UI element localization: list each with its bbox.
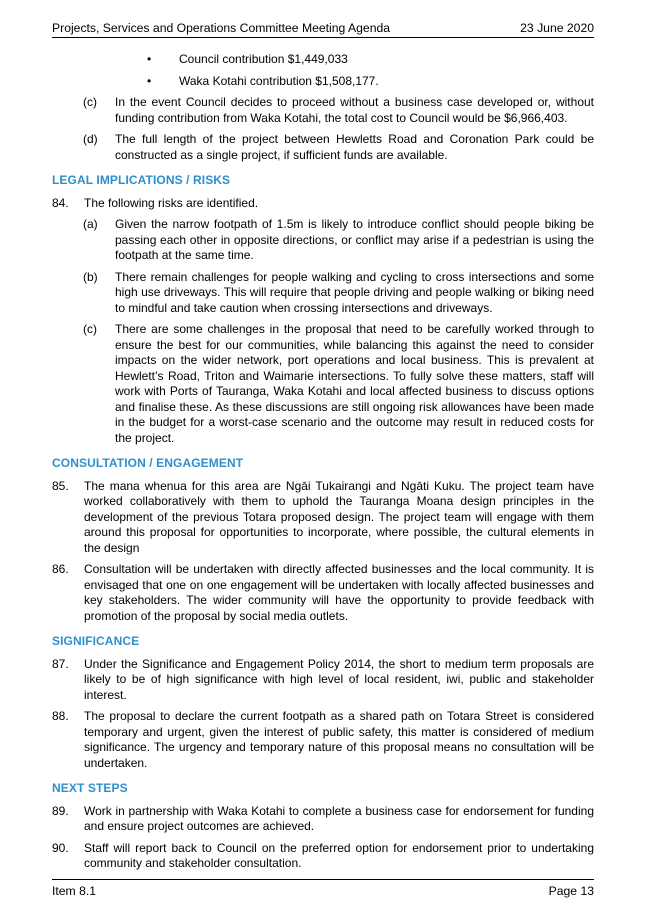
bullet-item [52,52,594,68]
sub-text: There remain challenges for people walking and cycling to cross intersections and some high use driveways. This will require that people driving and people walking or biking need to mindful and take caution when crossing intersections and driveways. [115,269,594,315]
numbered-paragraph [52,841,594,872]
paragraph-text: The mana whenua for this area are Ngāi Tukairangi and Ngāti Kuku. The project team have worked collaboratively with them to uphold the Tauranga Moana design principles in the development of the previous Totara proposed design. The project team will engage with them around this proposal for opportunities to incorporate, where possible, the cultural elements in the design [84,478,594,555]
bullet-icon: • [147,52,152,66]
paragraph-text: The following risks are identified. [84,195,259,210]
sub-label: (c) [83,322,97,336]
paragraph-number: 86. [52,562,69,576]
bullet-item [52,74,594,90]
numbered-paragraph [52,804,594,835]
paragraph-number: 89. [52,803,69,818]
page-header [52,21,594,35]
paragraph-number: 85. [52,478,69,493]
sub-paragraph [52,95,594,126]
numbered-paragraph [52,562,594,624]
header-rule [52,37,594,38]
paragraph-number: 87. [52,656,69,671]
paragraph-number: 88. [52,709,69,723]
paragraph-text: Staff will report back to Council on the preferred option for endorsement prior to undertaking community and stakeholder consultation. [84,840,594,870]
sub-paragraph [52,132,594,163]
paragraph-number: 90. [52,840,69,855]
sub-text: The full length of the project between Hewletts Road and Coronation Park could be constructed as a single project, if sufficient funds are available. [115,132,594,162]
paragraph-text: Consultation will be undertaken with directly affected businesses and the local community. It is envisaged that one on one engagement will be undertaken with locally affected businesses and key stakeholders. The wider community will have the opportunity to provide feedback with promotion of the proposal by social media outlets. [84,562,594,623]
sub-label: (d) [83,132,98,146]
paragraph-number: 84. [52,195,69,210]
paragraph-text: The proposal to declare the current footpath as a shared path on Totara Street is considered temporary and urgent, given the interest of public safety, this matter is considered of medium significance. The urgency and temporary nature of this proposal means no consultation will be undertaken. [84,709,594,770]
sub-label: (b) [83,269,98,284]
numbered-paragraph [52,657,594,704]
page-footer [52,884,594,898]
paragraph-text: Under the Significance and Engagement Policy 2014, the short to medium term proposals are likely to be of high significance with high level of local resident, iwi, public and stakeholder interest. [84,656,594,702]
bullet-text: Waka Kotahi contribution $1,508,177. [179,73,379,88]
sub-text: Given the narrow footpath of 1.5m is likely to introduce conflict should people biking be passing each other in opposite directions, or conflict may arise if a pedestrian is using the footpath at the same time. [115,217,594,262]
sub-paragraph [52,217,594,264]
section-heading: SIGNIFICANCE [52,634,140,648]
section-heading: LEGAL IMPLICATIONS / RISKS [52,173,231,187]
document-body [52,52,594,878]
sub-text: There are some challenges in the proposal that need to be carefully worked through to ensure the best for our communities, while balancing this against the need to consider impacts on the wider network, port operations and local business. This is prevalent at Hewlett’s Road, Triton and Waimarie intersections. To fully solve these matters, staff will work with Ports of Tauranga, Waka Kotahi and local affected business to discuss options and finalise these. As these discussions are still ongoing risk allowances have been made in the budget for a worst-case scenario and the outcome may result in reduced costs for the project. [115,322,594,445]
sub-paragraph [52,322,594,446]
numbered-paragraph [52,196,594,212]
footer-page-number: Page 13 [548,884,594,898]
header-date: 23 June 2020 [520,21,594,35]
bullet-text: Council contribution $1,449,033 [179,52,348,66]
sub-text: In the event Council decides to proceed without a business case developed or, without funding contribution from Waka Kotahi, the total cost to Council would be $6,966,403. [115,95,594,125]
numbered-paragraph [52,709,594,771]
section-heading: NEXT STEPS [52,781,128,795]
sub-label: (c) [83,95,97,109]
bullet-icon: • [147,73,152,88]
footer-item: Item 8.1 [52,884,97,898]
header-title: Projects, Services and Operations Committee Meeting Agenda [52,21,391,35]
sub-label: (a) [83,217,98,231]
sub-paragraph [52,270,594,317]
paragraph-text: Work in partnership with Waka Kotahi to complete a business case for endorsement for funding and ensure project outcomes are achieved. [84,803,594,833]
section-heading: CONSULTATION / ENGAGEMENT [52,456,244,470]
footer-rule [52,879,594,880]
numbered-paragraph [52,479,594,557]
